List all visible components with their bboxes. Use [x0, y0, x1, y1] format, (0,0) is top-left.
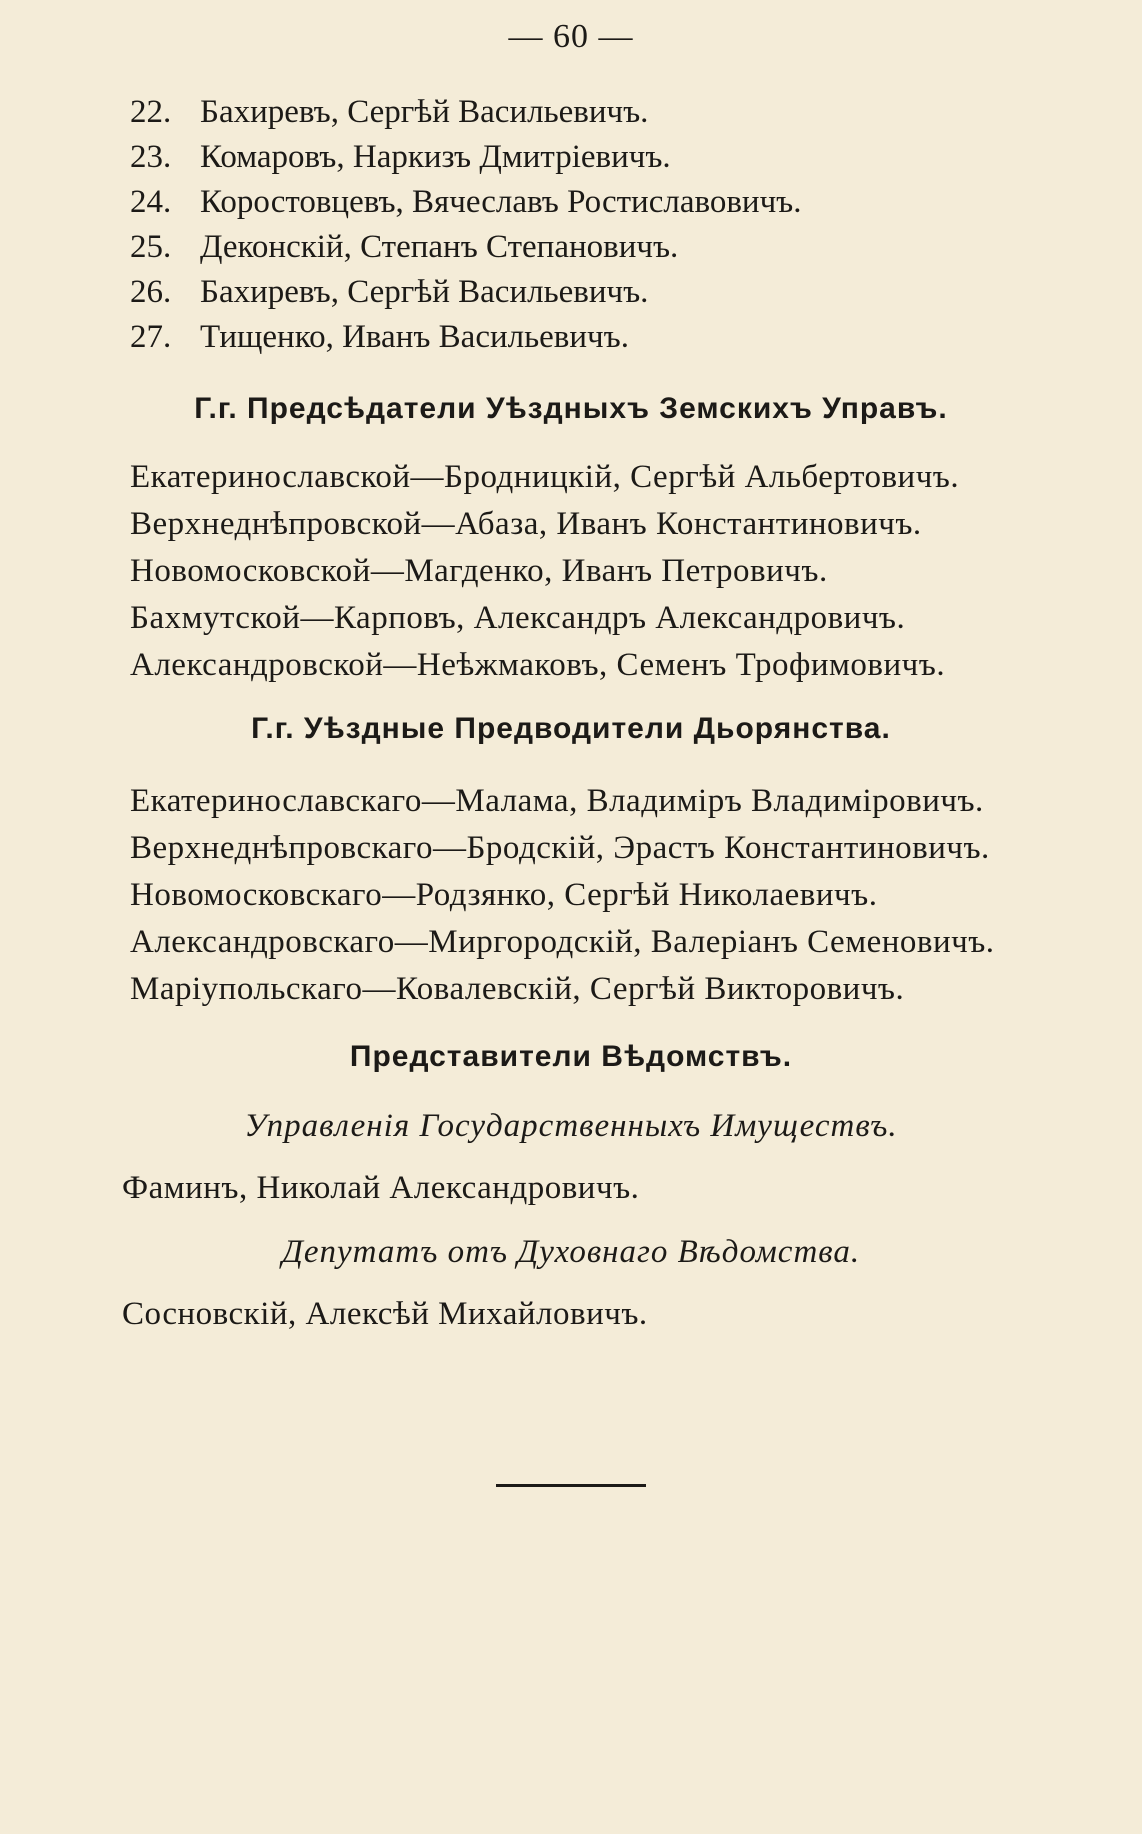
- list-item: [130, 90, 801, 135]
- closing-rule: [496, 1484, 646, 1487]
- list-item-name: Комаровъ, Наркизъ Дмитріевичъ.: [200, 139, 671, 175]
- representative-name: Сосновскій, Алексѣй Михайловичъ.: [122, 1296, 648, 1332]
- list-item-number: 23.: [130, 139, 172, 175]
- list-item-number: 27.: [130, 319, 172, 355]
- list-item-name: Бахиревъ, Сергѣй Васильевичъ.: [200, 274, 649, 310]
- list-item-number: 25.: [130, 229, 172, 265]
- representative-name: Фаминъ, Николай Александровичъ.: [122, 1170, 640, 1206]
- list-item: [130, 315, 801, 360]
- list-item: Екатеринославскаго—Малама, Владиміръ Владиміровичъ.: [130, 783, 984, 819]
- section-heading-nobility-marshals: Г.г. Уѣздные Предводители Дьорянства.: [251, 712, 891, 745]
- list-item: Александровскаго—Миргородскій, Валеріанъ Семеновичъ.: [130, 924, 995, 960]
- numbered-list: [130, 90, 801, 360]
- list-item-name: Коростовцевъ, Вячеславъ Ростиславовичъ.: [200, 184, 802, 220]
- list-item: Новомосковской—Магденко, Иванъ Петровичъ.: [130, 553, 828, 589]
- subheading-spiritual-department: Депутатъ отъ Духовнаго Вѣдомства.: [281, 1234, 861, 1270]
- list-item: Екатеринославской—Бродницкій, Сергѣй Альбертовичъ.: [130, 459, 960, 495]
- list-item: [130, 135, 801, 180]
- list-item-number: 24.: [130, 184, 172, 220]
- list-item: Новомосковскаго—Родзянко, Сергѣй Николаевичъ.: [130, 877, 878, 913]
- list-item-number: 26.: [130, 274, 172, 310]
- list-item-name: Деконскій, Степанъ Степановичъ.: [200, 229, 679, 265]
- zemstvo-chairmen-list: [130, 454, 959, 689]
- list-item-number: 22.: [130, 94, 172, 130]
- list-item: Бахмутской—Карповъ, Александръ Александровичъ.: [130, 600, 906, 636]
- list-item-name: Тищенко, Иванъ Васильевичъ.: [200, 319, 629, 355]
- subheading-state-property: Управленія Государственныхъ Имуществъ.: [244, 1108, 898, 1144]
- list-item: Маріупольскаго—Ковалевскій, Сергѣй Викторовичъ.: [130, 971, 905, 1007]
- list-item: [130, 180, 801, 225]
- list-item: [130, 225, 801, 270]
- list-item: Верхнеднѣпровскаго—Бродскій, Эрастъ Константиновичъ.: [130, 830, 990, 866]
- section-heading-zemstvo-chairmen: Г.г. Предсѣдатели Уѣздныхъ Земскихъ Управъ.: [194, 392, 948, 425]
- list-item: Александровской—Неѣжмаковъ, Семенъ Трофимовичъ.: [130, 647, 946, 683]
- list-item-name: Бахиревъ, Сергѣй Васильевичъ.: [200, 94, 649, 130]
- list-item: [130, 270, 801, 315]
- page-number: — 60 —: [508, 18, 634, 55]
- list-item: Верхнеднѣпровской—Абаза, Иванъ Константиновичъ.: [130, 506, 922, 542]
- section-heading-departments: Представители Вѣдомствъ.: [349, 1040, 793, 1073]
- nobility-marshals-list: [130, 778, 995, 1013]
